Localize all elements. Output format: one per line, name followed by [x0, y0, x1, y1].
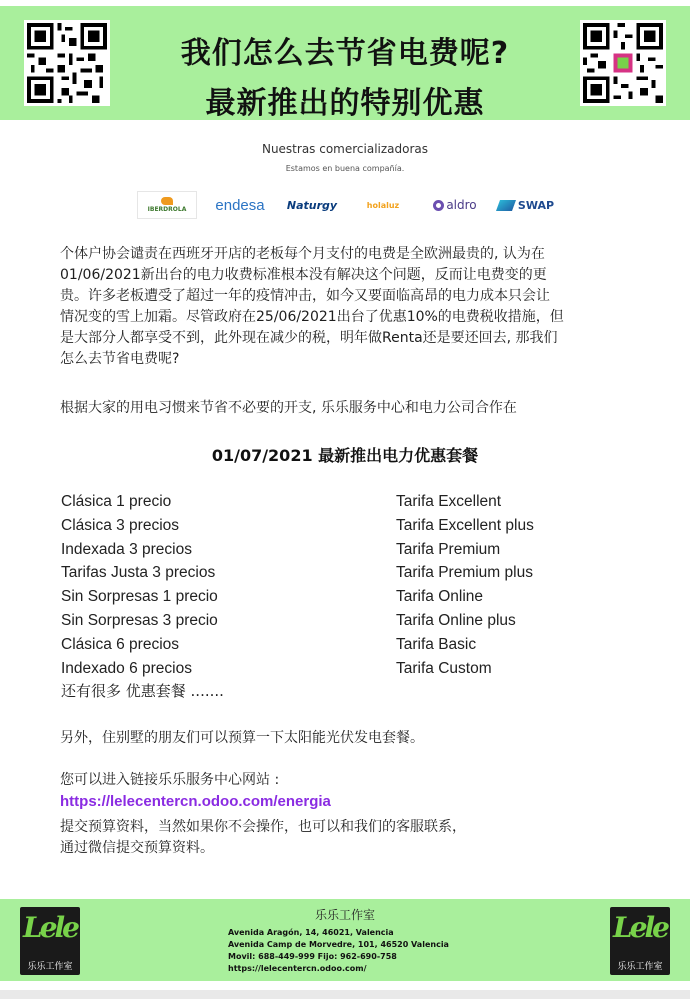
plan-item: Tarifa Custom: [396, 659, 492, 677]
plan-item: Clásica 3 precios: [61, 516, 180, 534]
footer-phones: Movil: 688-449-999 Fijo: 962-690-758: [228, 952, 397, 961]
ring-icon: [433, 200, 444, 211]
offers-heading: 01/07/2021 最新推出电力优惠套餐: [211, 446, 479, 465]
intro-line: 情况变的雪上加霜。尽管政府在25/06/2021出台了优惠10%的电费税收措施，但: [60, 309, 564, 325]
qr-code-icon: [580, 20, 666, 106]
lele-badge-caption: 乐乐工作室: [617, 962, 663, 972]
qr-code-icon: [24, 20, 110, 106]
swap-mark-icon: [496, 200, 516, 211]
footer-company-name: 乐乐工作室: [314, 908, 375, 922]
header-banner: [0, 6, 690, 120]
plan-item: Tarifa Premium plus: [396, 564, 533, 582]
page-title-line1: 我们怎么去节省电费呢?: [180, 36, 510, 71]
holaluz-logo: holaluz: [366, 200, 400, 210]
aldro-logo-text: aldro: [446, 198, 477, 212]
plans-list-left: [61, 490, 218, 680]
iberdrola-logo-text: IBERDROLA: [147, 206, 187, 213]
intro-paragraph: [60, 244, 645, 370]
plan-item: Indexado 6 precios: [61, 659, 192, 677]
footer-banner: [0, 899, 690, 981]
plan-item: Tarifa Premium: [396, 540, 501, 558]
footer-address: Avenida Camp de Morvedre, 101, 46520 Valencia: [228, 940, 449, 949]
retailer-logos: [0, 191, 690, 219]
plan-item: Clásica 6 precios: [61, 635, 180, 653]
plan-item: Sin Sorpresas 1 precio: [61, 588, 218, 606]
contact-paragraph: [60, 817, 645, 859]
intro-line: 是大部分人都享受不到，此外现在减少的税，明年做Renta还是要还回去, 那我们: [60, 330, 558, 346]
page-title-line2: 最新推出的特别优惠: [205, 86, 485, 121]
website-intro: 您可以进入链接乐乐服务中心网站 :: [60, 772, 280, 788]
swap-logo: [494, 191, 558, 219]
plan-item: Tarifa Online: [396, 588, 484, 606]
retailers-title: Nuestras comercializadoras: [261, 142, 429, 156]
swap-logo-text: SWAP: [517, 198, 555, 212]
plan-item: Tarifa Excellent: [396, 493, 502, 510]
footer-website: https://lelecentercn.odoo.com/: [228, 964, 367, 973]
plan-item: Tarifa Excellent plus: [396, 516, 534, 534]
intro-line: 怎么去节省电费呢?: [60, 351, 180, 367]
contact-line: 通过微信提交预算资料。: [60, 840, 214, 856]
solar-paragraph: 另外，住别墅的朋友们可以预算一下太阳能光伏发电套餐。: [60, 730, 424, 746]
leaf-icon: [161, 197, 173, 205]
footer-contact-block: [228, 927, 449, 975]
footer-address: Avenida Aragón, 14, 46021, Valencia: [228, 928, 394, 937]
plan-item: Tarifa Basic: [396, 635, 477, 653]
lele-badge-caption: 乐乐工作室: [27, 962, 73, 972]
iberdrola-logo: [137, 191, 197, 219]
more-offers-text: 还有很多 优惠套餐 .......: [61, 682, 224, 700]
lele-monogram: Lele: [613, 911, 667, 944]
lele-logo-icon: [610, 907, 670, 975]
plan-item: Tarifa Online plus: [396, 611, 516, 629]
retailers-subtitle: Estamos en buena compañía.: [285, 164, 405, 173]
intro-line: 个体户协会谴责在西班牙开店的老板每个月支付的电费是全欧洲最贵的, 认为在: [60, 246, 545, 262]
plan-item: Sin Sorpresas 3 precio: [61, 611, 218, 629]
lele-monogram: Lele: [23, 911, 77, 944]
plan-item: Clásica 1 precio: [61, 493, 172, 510]
aldro-logo: [428, 191, 482, 219]
plan-item: Tarifas Justa 3 precios: [61, 564, 216, 582]
partnership-paragraph: 根据大家的用电习惯来节省不必要的开支, 乐乐服务中心和电力公司合作在: [60, 400, 517, 416]
energia-link[interactable]: https://lelecentercn.odoo.com/energia: [60, 793, 331, 810]
contact-line: 提交预算资料，当然如果你不会操作，也可以和我们的客服联系，: [60, 819, 466, 835]
plans-list-right: [396, 490, 534, 680]
intro-line: 贵。许多老板遭受了超过一年的疫情冲击，如今又要面临高昂的电力成本只会让: [60, 288, 550, 304]
endesa-logo: endesa: [215, 196, 265, 214]
intro-line: 01/06/2021新出台的电力收费标准根本没有解决这个问题，反而让电费变的更: [60, 267, 547, 283]
naturgy-logo: Naturgy: [286, 198, 338, 212]
plan-item: Indexada 3 precios: [61, 540, 192, 558]
